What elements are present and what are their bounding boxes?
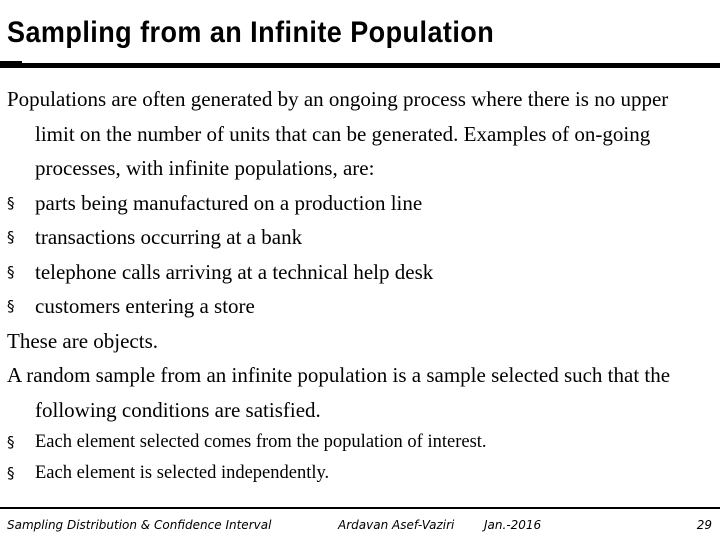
example-item xyxy=(7,255,713,290)
bullet-icon: § xyxy=(7,297,15,315)
example-item xyxy=(7,186,713,221)
bullet-icon: § xyxy=(7,433,15,451)
footer-divider xyxy=(0,507,720,509)
example-text: parts being manufactured on a production line xyxy=(35,190,423,215)
objects-note: These are objects. xyxy=(7,328,159,353)
title-divider xyxy=(0,63,720,68)
bullet-icon: § xyxy=(7,228,15,246)
footer-author: Ardavan Asef-Vaziri xyxy=(338,518,455,532)
example-text: telephone calls arriving at a technical help desk xyxy=(35,259,434,284)
slide-body xyxy=(7,82,713,489)
footer-course-title: Sampling Distribution & Confidence Interval xyxy=(7,518,272,532)
example-text: customers entering a store xyxy=(35,294,255,318)
condition-item xyxy=(7,458,713,489)
bullet-icon: § xyxy=(7,464,15,482)
slide-title: Sampling from an Infinite Population xyxy=(7,16,495,49)
example-item xyxy=(7,289,713,324)
page-number: 29 xyxy=(696,518,712,532)
footer-date: Jan.-2016 xyxy=(484,518,542,532)
intro-paragraph: Populations are often generated by an ongoing process where there is no upper limit on the number of units that can be generated. Examples of on-going processes, with infinite populations, are: xyxy=(7,87,669,180)
condition-text: Each element is selected independently. xyxy=(35,463,330,483)
condition-text: Each element selected comes from the population of interest. xyxy=(35,432,487,452)
bullet-icon: § xyxy=(7,262,15,281)
definition-paragraph: A random sample from an infinite population is a sample selected such that the following conditions are satisfied. xyxy=(7,363,671,422)
example-text: transactions occurring at a bank xyxy=(35,225,303,249)
example-item xyxy=(7,220,713,255)
condition-item xyxy=(7,427,713,458)
bullet-icon: § xyxy=(7,193,15,212)
